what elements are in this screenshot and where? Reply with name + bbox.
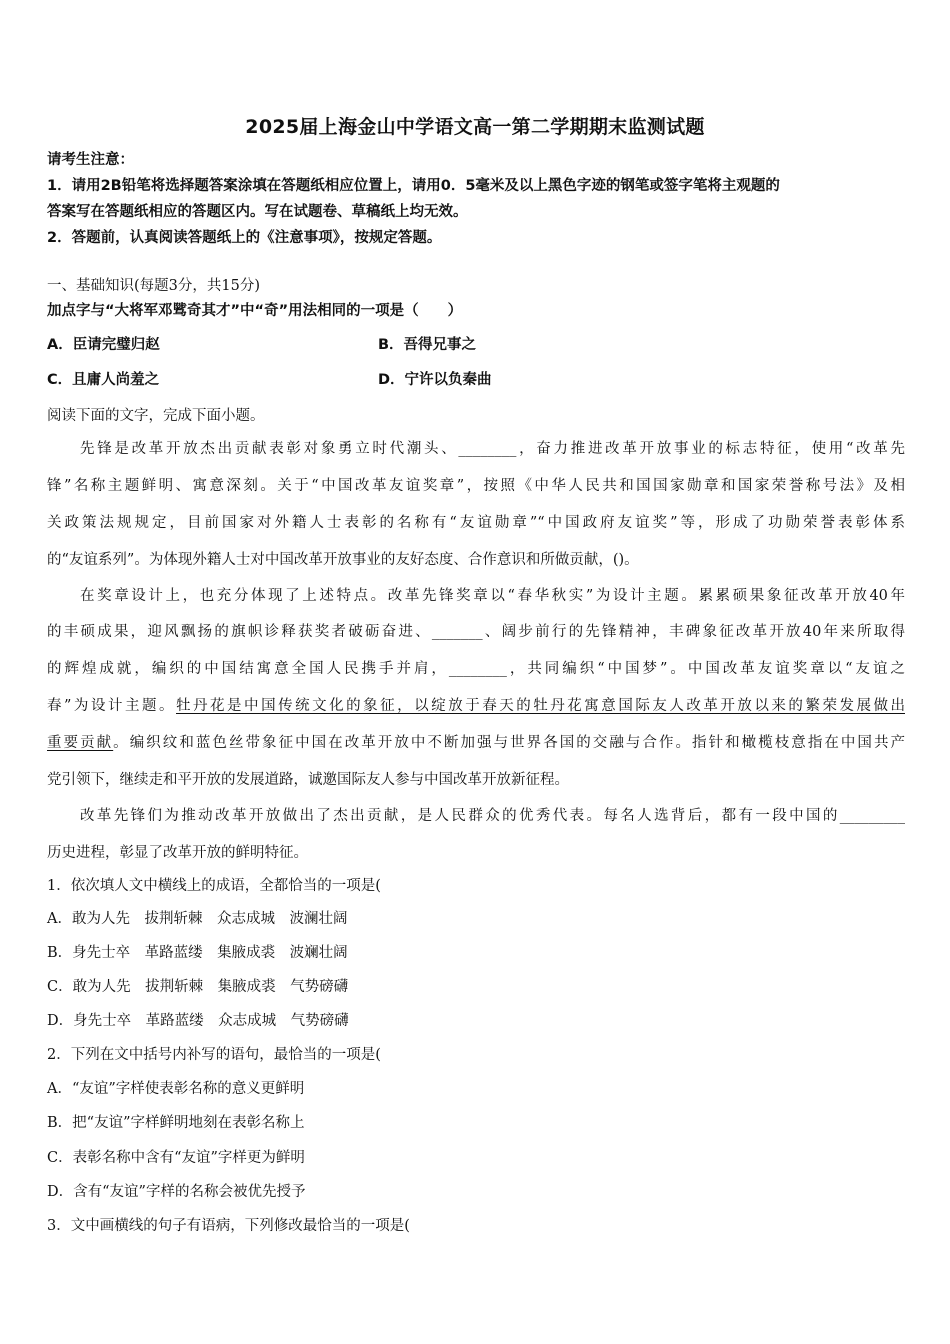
- question-2-option-c: C．表彰名称中含有“友谊”字样更为鲜明: [47, 1150, 305, 1166]
- underlined-sentence-part-1: 牡丹花是中国传统文化的象征，以绽放于春天的牡丹花寓意国际友人改革开放以来的繁荣发展做出: [176, 698, 905, 714]
- paragraph-3-line-2: 历史进程，彰显了改革开放的鲜明特征。: [47, 845, 308, 861]
- paragraph-1-line-1: 先锋是改革开放杰出贡献表彰对象勇立时代潮头、________，奋力推进改革开放事业的标志特征，使用“改革先: [80, 441, 905, 457]
- notice-line-1: 1．请用2B铅笔将选择题答案涂填在答题纸相应位置上，请用0．5毫米及以上黑色字迹的钢笔或签字笔将主观题的: [47, 178, 780, 194]
- question-1-stem: 1．依次填人文中横线上的成语，全都恰当的一项是(: [47, 878, 381, 894]
- paragraph-2-line-1: 在奖章设计上，也充分体现了上述特点。改革先锋奖章以“春华秋实”为设计主题。累累硕果象征改革开放40年: [80, 588, 905, 604]
- question-1-option-b: B．身先士卒 革路蓝缕 集腋成裘 波斓壮阔: [47, 945, 348, 961]
- paragraph-1-line-4: 的“友谊系列”。为体现外籍人士对中国改革开放事业的友好态度、合作意识和所做贡献，()。: [47, 552, 639, 568]
- notice-line-2: 答案写在答题纸相应的答题区内。写在试题卷、草稿纸上均无效。: [47, 204, 468, 220]
- question-1-option-c: C．敢为人先 拔荆斩棘 集腋成裘 气势磅礴: [47, 979, 349, 995]
- option-d: D．宁许以负秦曲: [378, 372, 492, 388]
- paragraph-1-line-2: 锋”名称主题鲜明、寓意深刻。关于“中国改革友谊奖章”，按照《中华人民共和国国家勋章和国家荣誉称号法》及相: [47, 478, 905, 494]
- option-a: A．臣请完璧归赵: [47, 337, 160, 353]
- question-stem: 加点字与“大将军邓骘奇其才”中“奇”用法相同的一项是（ ）: [47, 303, 463, 319]
- reading-intro: 阅读下面的文字，完成下面小题。: [47, 408, 265, 424]
- paragraph-2-line-6: 党引领下，继续走和平开放的发展道路，诚邀国际友人参与中国改革开放新征程。: [47, 772, 569, 788]
- paragraph-2-line-4: [47, 696, 905, 716]
- question-2-option-d: D．含有“友谊”字样的名称会被优先授予: [47, 1184, 306, 1200]
- question-3-stem: 3．文中画横线的句子有语病，下列修改最恰当的一项是(: [47, 1218, 410, 1234]
- option-b: B．吾得兄事之: [378, 337, 477, 353]
- option-c: C．且庸人尚羞之: [47, 372, 160, 388]
- paragraph-1-line-3: 关政策法规规定，目前国家对外籍人士表彰的名称有“友谊勋章”“中国政府友谊奖”等，形成了功勋荣誉表彰体系: [47, 515, 905, 531]
- paragraph-2-line-5: [47, 733, 905, 753]
- document-title: 2025届上海金山中学语文高一第二学期期末监测试题: [245, 116, 705, 138]
- question-2-option-b: B．把“友谊”字样鲜明地刻在表彰名称上: [47, 1115, 305, 1131]
- paragraph-2-line-2: 的丰硕成果，迎风飘扬的旗帜诊释获奖者破砺奋进、_______、阔步前行的先锋精神，丰碑象征改革开放40年来所取得: [47, 624, 905, 640]
- section-heading: 一、基础知识(每题3分，共15分): [47, 278, 260, 294]
- paragraph-2-line-3: 的辉煌成就，编织的中国结寓意全国人民携手并肩，________，共同编织“中国梦”。中国改革友谊奖章以“友谊之: [47, 661, 905, 677]
- paragraph-2-line-5-rest: 。编织纹和蓝色丝带象征中国在改革开放中不断加强与世界各国的交融与合作。指针和橄榄枝意指在中国共产: [113, 735, 906, 751]
- notice-line-3: 2．答题前，认真阅读答题纸上的《注意事项》，按规定答题。: [47, 230, 442, 246]
- question-1-option-a: A．敢为人先 拔荆斩棘 众志成城 波澜壮阔: [47, 911, 348, 927]
- paragraph-3-line-1: 改革先锋们为推动改革开放做出了杰出贡献，是人民群众的优秀代表。每名人选背后，都有一段中国的_________: [80, 808, 905, 824]
- paragraph-2-line-4-prefix: 春”为设计主题。: [47, 698, 177, 714]
- question-2-stem: 2．下列在文中括号内补写的语句，最恰当的一项是(: [47, 1047, 381, 1063]
- question-2-option-a: A．“友谊”字样使表彰名称的意义更鲜明: [47, 1081, 305, 1097]
- underlined-sentence-part-2: 重要贡献: [47, 735, 114, 751]
- notice-heading: 请考生注意：: [47, 152, 134, 168]
- question-1-option-d: D．身先士卒 革路蓝缕 众志成城 气势磅礴: [47, 1013, 349, 1029]
